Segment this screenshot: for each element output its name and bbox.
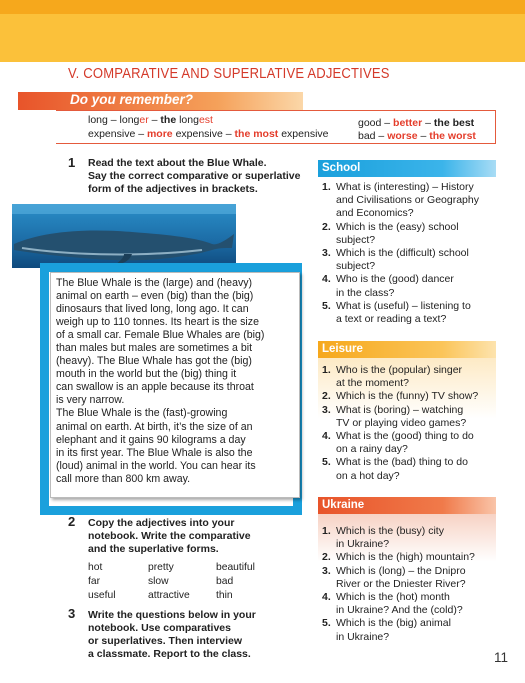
question-text-line: Which is the (big) animal: [336, 617, 451, 630]
example-expensive: expensive – more expensive – the most expensive: [88, 128, 329, 140]
question-number: 2.: [322, 551, 331, 564]
school-heading: School: [318, 160, 496, 177]
whale-text-line: call more than 800 km away.: [56, 472, 191, 485]
question-text: [336, 551, 475, 564]
question-item: [322, 221, 498, 247]
question-item: [322, 273, 498, 299]
question-item: [322, 364, 498, 390]
question-item: [322, 300, 498, 326]
question-number: 4.: [322, 273, 331, 286]
question-text-line: Who is the (good) dancer: [336, 273, 454, 286]
question-item: [322, 525, 498, 551]
question-text-line: in Ukraine? And the (cold)?: [336, 604, 463, 617]
question-item: [322, 591, 498, 617]
question-text-line: Which is the (difficult) school: [336, 247, 469, 260]
question-number: 2.: [322, 220, 331, 233]
question-number: 1.: [322, 525, 331, 537]
whale-text-line: can swallow is an apple because its throat: [56, 381, 254, 394]
question-text-line: River or the Dniester River?: [336, 577, 466, 590]
ukraine-questions: [322, 525, 498, 644]
example-good: good – better – the best: [358, 117, 475, 129]
whale-text-line: animal on earth – even (big) than the (big): [56, 290, 254, 303]
question-item: [322, 617, 498, 643]
question-text-line: a text or reading a text?: [336, 313, 447, 326]
question-text: [336, 247, 469, 273]
question-text: [336, 617, 451, 643]
question-text-line: at the moment?: [336, 377, 409, 390]
question-text-line: on a rainy day?: [336, 443, 408, 456]
whale-text-line: in its first year. The Blue Whale is also the: [56, 446, 253, 459]
question-text: [336, 273, 454, 299]
question-text: [336, 300, 471, 326]
question-text: [336, 404, 466, 430]
question-text: [336, 181, 479, 221]
task-1-instructions: Read the text about the Blue Whale. Say the correct comparative or superlative form of the adjectives in brackets.: [88, 157, 301, 195]
question-text: [336, 565, 466, 591]
question-text-line: Which is the (easy) school: [336, 220, 459, 233]
school-questions: [322, 181, 498, 326]
question-item: [322, 551, 498, 564]
task-3-number: 3: [68, 606, 76, 621]
question-text: [336, 221, 459, 247]
adjective-far: far: [88, 576, 101, 587]
ukraine-heading: Ukraine: [318, 497, 496, 514]
question-number: 4.: [322, 591, 331, 604]
whale-text-line: is very narrow.: [56, 394, 125, 407]
question-number: 3.: [322, 247, 331, 260]
example-long: long – longer – the longest: [88, 114, 213, 126]
question-number: 5.: [322, 299, 331, 312]
question-text-line: What is the (good) thing to do: [336, 430, 474, 443]
remember-title: Do you remember?: [70, 92, 194, 107]
question-text-line: in Ukraine?: [336, 630, 390, 643]
question-text: [336, 591, 463, 617]
whale-text-line: (heavy). The Blue Whale has got the (big): [56, 355, 252, 368]
question-number: 3.: [322, 564, 331, 577]
question-number: 1.: [322, 364, 331, 376]
question-item: [322, 181, 498, 221]
whale-text-line: animal on earth. At birth, it’s the size of an: [56, 420, 253, 433]
leisure-heading: Leisure: [318, 341, 496, 358]
top-color-band-dark: [0, 0, 525, 14]
question-item: [322, 430, 498, 456]
question-text-line: on a hot day?: [336, 469, 400, 482]
task-3-instructions: Write the questions below in your notebook. Use comparatives or superlatives. Then interview a classmate. Report to the class.: [88, 609, 256, 660]
whale-text-line: weigh up to 110 tonnes. Its heart is the size: [56, 316, 259, 329]
question-item: [322, 404, 498, 430]
question-number: 1.: [322, 181, 331, 193]
question-text-line: and Economics?: [336, 207, 414, 220]
question-text: [336, 525, 444, 551]
blue-whale-photo: [12, 204, 236, 268]
whale-text-line: elephant and it gains 90 kilograms a day: [56, 433, 246, 446]
question-number: 4.: [322, 430, 331, 443]
question-number: 3.: [322, 403, 331, 416]
adjective-bad: bad: [216, 576, 234, 587]
question-text-line: What is (boring) – watching: [336, 403, 464, 416]
question-number: 5.: [322, 617, 331, 630]
task-2-number: 2: [68, 514, 76, 529]
whale-text-line: The Blue Whale is the (fast)-growing: [56, 407, 228, 420]
adjective-pretty: pretty: [148, 562, 174, 573]
adjective-thin: thin: [216, 590, 233, 601]
question-item: [322, 456, 498, 482]
whale-text-line: dinosaurs that lived long, long ago. It can: [56, 303, 249, 316]
question-item: [322, 565, 498, 591]
page-number: 11: [494, 650, 509, 665]
question-text-line: in Ukraine?: [336, 538, 390, 551]
question-text-line: Which is the (funny) TV show?: [336, 390, 479, 403]
question-text: [336, 456, 468, 482]
question-text-line: and Civilisations or Geography: [336, 194, 479, 207]
question-text-line: subject?: [336, 260, 376, 273]
question-text-line: Which is the (hot) month: [336, 591, 450, 604]
question-text: [336, 430, 474, 456]
question-text-line: subject?: [336, 233, 376, 246]
question-text-line: Which is the (busy) city: [336, 525, 444, 537]
adjective-slow: slow: [148, 576, 169, 587]
example-bad: bad – worse – the worst: [358, 130, 476, 142]
question-text-line: in the class?: [336, 286, 395, 299]
question-item: [322, 390, 498, 403]
leisure-questions: [322, 364, 498, 483]
task-2-instructions: Copy the adjectives into your notebook. Write the comparative and the superlative forms.: [88, 517, 251, 555]
question-text: [336, 390, 478, 403]
question-number: 2.: [322, 390, 331, 403]
section-title: V. COMPARATIVE AND SUPERLATIVE ADJECTIVES: [68, 66, 390, 82]
question-text-line: What is the (bad) thing to do: [336, 456, 468, 469]
question-item: [322, 247, 498, 273]
adjective-attractive: attractive: [148, 590, 190, 601]
whale-text-line: The Blue Whale is the (large) and (heavy): [56, 277, 253, 289]
whale-text-line: than males but males are sometimes a bit: [56, 342, 253, 355]
question-text-line: Who is the (popular) singer: [336, 364, 463, 376]
question-text-line: Which is (long) – the Dnipro: [336, 564, 466, 577]
question-text-line: TV or playing video games?: [336, 416, 467, 429]
adjective-beautiful: beautiful: [216, 562, 255, 573]
whale-text-line: of a small car. Female Blue Whales are (big): [56, 329, 265, 342]
question-number: 5.: [322, 456, 331, 469]
whale-text-line: mouth in the world but the (big) thing it: [56, 368, 237, 381]
whale-text-line: (loud) animal in the world. You can hear its: [56, 459, 256, 472]
question-text-line: What is (useful) – listening to: [336, 299, 471, 312]
whale-text: [56, 277, 298, 486]
task-1-number: 1: [68, 155, 76, 170]
adjective-hot: hot: [88, 562, 103, 573]
question-text-line: What is (interesting) – History: [336, 181, 474, 193]
question-text-line: Which is the (high) mountain?: [336, 551, 475, 564]
adjective-useful: useful: [88, 590, 116, 601]
question-text: [336, 364, 462, 390]
